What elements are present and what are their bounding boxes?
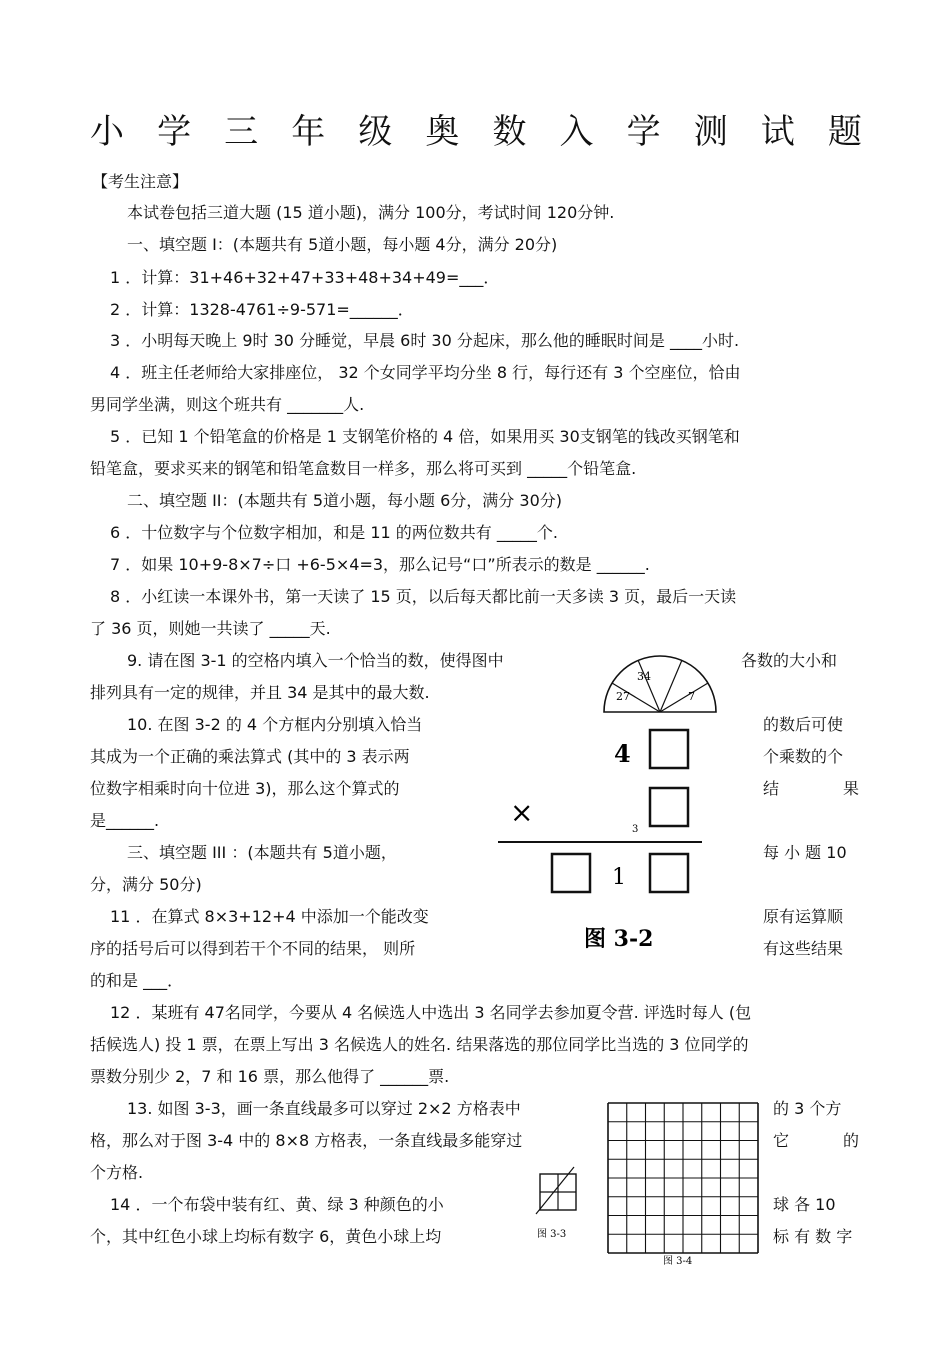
figure-3-2-box-4 <box>650 854 688 892</box>
question-10-line-2-right: 个乘数的个 <box>763 747 844 766</box>
question-9-line-1: 9. 请在图 3-1 的空格内填入一个恰当的数，使得图中 <box>127 651 504 670</box>
question-12-line-1: 12 ．某班有 47名同学，今要从 4 名候选人中选出 3 名同学去参加夏令营. 评选时每人 (包 <box>110 1003 752 1022</box>
figure-3-1-number-b: 34 <box>637 670 651 683</box>
question-9-line-1-right: 各数的大小和 <box>741 651 838 670</box>
figure-3-4 <box>603 1100 763 1270</box>
figure-3-2-digit-four: 4 <box>614 739 631 768</box>
title-char: 年 <box>291 112 326 152</box>
question-13-line-1-right: 的 3 个方 <box>773 1099 842 1118</box>
question-8-line-2: 了 36 页，则她一共读了 _____天. <box>90 619 331 638</box>
title-char: 题 <box>827 112 862 152</box>
title-char: 入 <box>559 112 594 152</box>
figure-3-2-digit-one: 1 <box>612 865 626 890</box>
question-7: 7 ．如果 10+9-8×7÷口 +6-5×4=3，那么记号“口”所表示的数是 ______. <box>110 555 650 574</box>
question-11-line-2-right: 有这些结果 <box>763 939 844 958</box>
question-4-line-1: 4 ．班主任老师给大家排座位， 32 个女同学平均分坐 8 行，每行还有 3 个空座位，恰由 <box>110 363 741 382</box>
question-11-line-2: 序的括号后可以得到若干个不同的结果， 则所 <box>90 939 416 958</box>
question-13-line-2-right-b: 的 <box>843 1131 860 1150</box>
question-12-line-3: 票数分别少 2，7 和 16 票，那么他得了 ______票. <box>90 1067 450 1086</box>
question-13-line-3: 个方格. <box>90 1163 144 1182</box>
question-12-line-2: 括候选人) 投 1 票，在票上写出 3 名候选人的姓名. 结果落选的那位同学比当选的 3 位同学的 <box>90 1035 749 1054</box>
question-14-line-1-right: 球 各 10 <box>773 1195 836 1214</box>
section-2-heading: 二、填空题 II：(本题共有 5道小题，每小题 6分，满分 30分) <box>127 491 562 510</box>
figure-3-3 <box>533 1166 583 1242</box>
figure-3-1 <box>598 640 723 720</box>
title-char: 学 <box>157 112 192 152</box>
section-3-heading-line-2: 分，满分 50分) <box>90 875 202 894</box>
title-char: 奥 <box>425 112 460 152</box>
figure-3-4-caption: 图 3-4 <box>663 1256 693 1267</box>
question-9-line-2: 排列具有一定的规律，并且 34 是其中的最大数. <box>90 683 430 702</box>
question-10-line-3-right-a: 结 <box>763 779 780 798</box>
notice-header: 【考生注意】 <box>92 172 189 191</box>
figure-3-3-caption: 图 3-3 <box>537 1229 567 1240</box>
question-10-line-3: 位数字相乘时向十位进 3)，那么这个算式的 <box>90 779 400 798</box>
figure-3-1-number-a: 27 <box>616 690 630 703</box>
question-5-line-1: 5 ．已知 1 个铅笔盒的价格是 1 支钢笔价格的 4 倍，如果用买 30支钢笔的钱改买钢笔和 <box>110 427 740 446</box>
question-14-line-1: 14 ．一个布袋中装有红、黄、绿 3 种颜色的小 <box>110 1195 444 1214</box>
figure-3-2-box-2 <box>650 788 688 826</box>
question-10-line-1: 10. 在图 3-2 的 4 个方框内分别填入恰当 <box>127 715 423 734</box>
title-char: 三 <box>224 112 259 152</box>
question-8-line-1: 8 ．小红读一本课外书，第一天读了 15 页，以后每天都比前一天多读 3 页，最后一天读 <box>110 587 737 606</box>
question-5-line-2: 铅笔盒，要求买来的钢笔和铅笔盒数目一样多，那么将可买到 _____个铅笔盒. <box>90 459 637 478</box>
question-13-line-1: 13. 如图 3-3，画一条直线最多可以穿过 2×2 方格表中 <box>127 1099 521 1118</box>
question-3: 3 ．小明每天晚上 9时 30 分睡觉，早晨 6时 30 分起床，那么他的睡眠时间是 ____小时. <box>110 331 740 350</box>
figure-3-2-carry: 3 <box>632 824 639 835</box>
section-1-heading: 一、填空题 I：(本题共有 5道小题，每小题 4分，满分 20分) <box>127 235 558 254</box>
question-13-line-2: 格，那么对于图 3-4 中的 8×8 方格表，一条直线最多能穿过 <box>90 1131 523 1150</box>
question-14-line-2-right: 标 有 数 字 <box>773 1227 853 1246</box>
question-11-line-1: 11 ．在算式 8×3+12+4 中添加一个能改变 <box>110 907 429 926</box>
question-6: 6 ．十位数字与个位数字相加，和是 11 的两位数共有 _____个. <box>110 523 558 542</box>
section-3-heading-right: 每 小 题 10 <box>763 843 847 862</box>
figure-3-2-box-3 <box>552 854 590 892</box>
question-10-line-4: 是______. <box>90 811 160 830</box>
figure-3-2-box-1 <box>650 730 688 768</box>
title-char: 试 <box>760 112 795 152</box>
title-char: 测 <box>693 112 728 152</box>
figure-3-2 <box>498 722 703 954</box>
question-10-line-3-right-b: 果 <box>843 779 860 798</box>
question-10-line-1-right: 的数后可使 <box>763 715 844 734</box>
figure-3-1-number-c: 7 <box>688 690 695 703</box>
question-11-line-3: 的和是 ___． <box>90 971 184 990</box>
question-14-line-2: 个，其中红色小球上均标有数字 6，黄色小球上均 <box>90 1227 442 1246</box>
question-1: 1 ．计算：31+46+32+47+33+48+34+49=___． <box>110 268 500 287</box>
question-2: 2 ．计算：1328-4761÷9-571=______． <box>110 300 414 319</box>
title-char: 数 <box>492 112 527 152</box>
section-3-heading: 三、填空题 III ：(本题共有 5道小题， <box>127 843 397 862</box>
title-char: 学 <box>626 112 661 152</box>
title-char: 小 <box>90 112 124 152</box>
question-11-line-1-right: 原有运算顺 <box>763 907 844 926</box>
figure-3-2-times-sign: × <box>510 796 534 829</box>
question-10-line-2: 其成为一个正确的乘法算式 (其中的 3 表示两 <box>90 747 410 766</box>
question-4-line-2: 男同学坐满，则这个班共有 _______人. <box>90 395 365 414</box>
question-13-line-2-right-a: 它 <box>773 1131 790 1150</box>
notice-body: 本试卷包括三道大题 (15 道小题)，满分 100分，考试时间 120分钟. <box>127 203 615 222</box>
figure-3-2-caption: 图 3-2 <box>584 926 654 952</box>
title-char: 级 <box>358 112 393 152</box>
page-title <box>90 104 862 153</box>
